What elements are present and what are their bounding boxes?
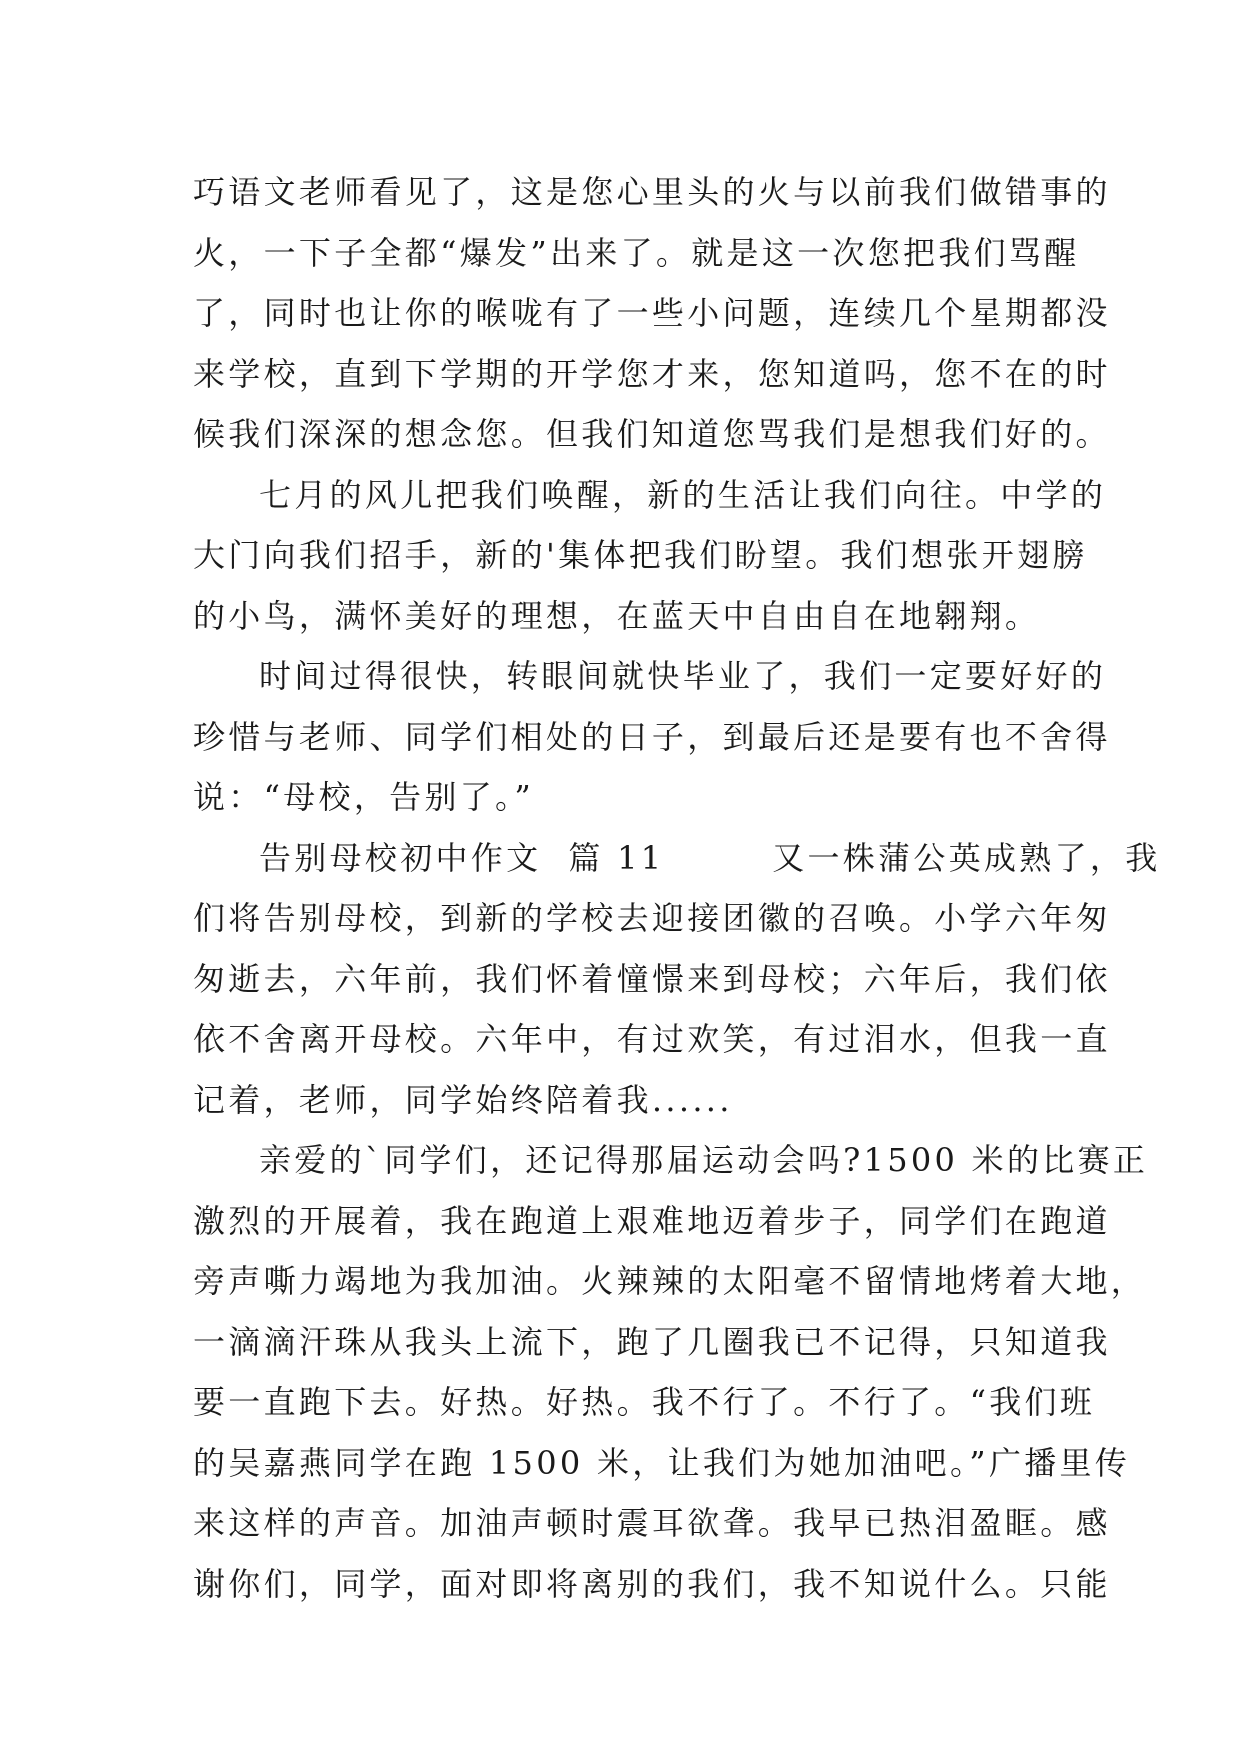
text-line: 的吴嘉燕同学在跑 1500 米，让我们为她加油吧。”广播里传 [193, 1443, 1131, 1482]
text-line: 了，同时也让你的喉咙有了一些小问题，连续几个星期都没 [193, 294, 1111, 332]
text-line: 一滴滴汗珠从我头上流下，跑了几圈我已不记得，只知道我 [193, 1322, 1111, 1361]
section-heading-line: 告别母校初中作文 篇 11 又一株蒲公英成熟了，我 [259, 838, 1161, 877]
text-line: 记着，老师，同学始终陪着我...... [193, 1080, 733, 1119]
essay-body [193, 162, 1161, 1614]
text-line: 要一直跑下去。好热。好热。我不行了。不行了。“我们班 [193, 1383, 1096, 1421]
text-line: 火，一下子全都“爆发”出来了。就是这一次您把我们骂醒 [193, 233, 1080, 272]
text-line: 谢你们，同学，面对即将离别的我们，我不知说什么。只能 [193, 1564, 1111, 1603]
text-line: 珍惜与老师、同学们相处的日子，到最后还是要有也不舍得 [193, 717, 1111, 756]
text-line: 匆逝去，六年前，我们怀着憧憬来到母校；六年后，我们依 [193, 959, 1111, 998]
text-line: 的小鸟，满怀美好的理想，在蓝天中自由自在地翱翔。 [193, 596, 1041, 635]
text-line: 来这样的声音。加油声顿时震耳欲聋。我早已热泪盈眶。感 [193, 1504, 1111, 1542]
text-line: 巧语文老师看见了，这是您心里头的火与以前我们做错事的 [193, 173, 1111, 211]
text-line: 激烈的开展着，我在跑道上艰难地迈着步子，同学们在跑道 [193, 1201, 1111, 1240]
text-line: 们将告别母校，到新的学校去迎接团徽的召唤。小学六年匆 [193, 899, 1111, 937]
paragraph-first-line: 亲爱的`同学们，还记得那届运动会吗?1500 米的比赛正 [259, 1141, 1149, 1179]
text-line: 说：“母校，告别了。” [193, 778, 535, 816]
text-line: 候我们深深的想念您。但我们知道您骂我们是想我们好的。 [193, 415, 1111, 453]
paragraph-first-line: 时间过得很快，转眼间就快毕业了，我们一定要好好的 [259, 657, 1107, 695]
text-line: 大门向我们招手，新的'集体把我们盼望。我们想张开翅膀 [193, 536, 1088, 574]
text-line: 依不舍离开母校。六年中，有过欢笑，有过泪水，但我一直 [193, 1020, 1111, 1058]
text-line: 来学校，直到下学期的开学您才来，您知道吗，您不在的时 [193, 354, 1111, 393]
text-line: 旁声嘶力竭地为我加油。火辣辣的太阳毫不留情地烤着大地， [193, 1262, 1147, 1300]
paragraph-first-line: 七月的风儿把我们唤醒，新的生活让我们向往。中学的 [259, 475, 1107, 514]
